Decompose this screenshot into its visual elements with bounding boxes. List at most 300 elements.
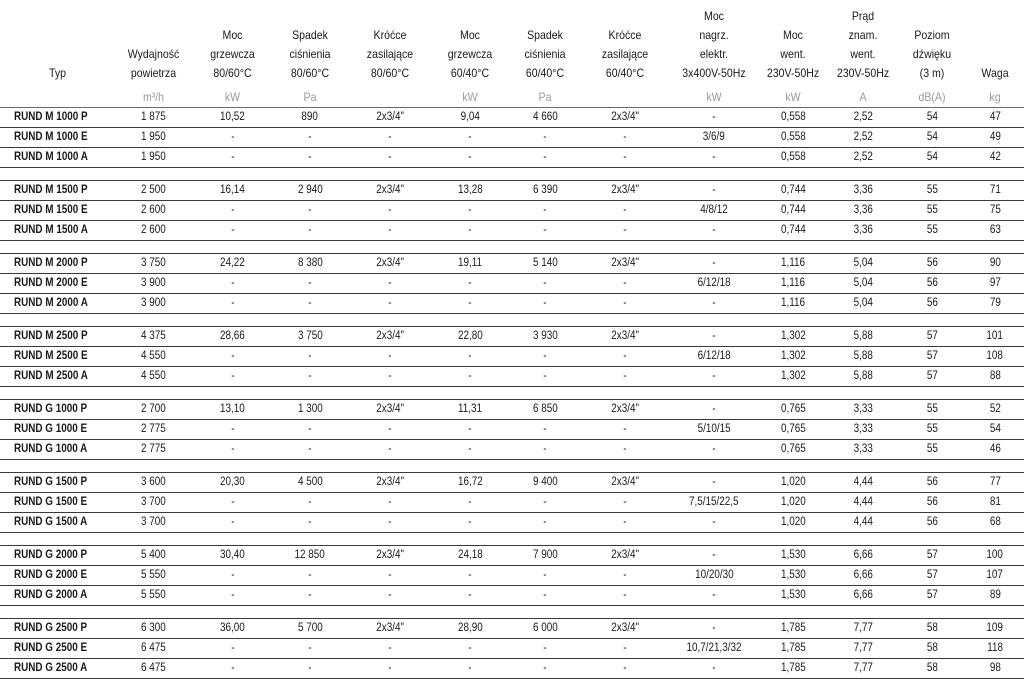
table-row [0, 274, 1024, 294]
cell-value: - [468, 350, 472, 362]
cell-typ [0, 148, 112, 168]
cell-moc-went [758, 128, 828, 148]
cell-value: - [230, 297, 235, 309]
cell-value: 54 [926, 111, 938, 123]
cell-wydajnosc [112, 181, 195, 201]
cell-value: 7,5/15/22,5 [689, 496, 739, 508]
cell-spadek-60-40 [510, 420, 580, 440]
cell-value: 0,765 [780, 423, 806, 435]
header-line: Prąd [851, 9, 875, 23]
cell-value: 6,66 [853, 569, 873, 581]
cell-moc-went [758, 639, 828, 659]
cell-value: - [308, 569, 312, 581]
cell-typ [0, 513, 112, 533]
cell-value: 2 775 [141, 443, 166, 455]
table-row [0, 221, 1024, 241]
cell-krocce-60-40 [580, 274, 670, 294]
cell-value: 5 550 [141, 569, 166, 581]
cell-value: - [623, 642, 627, 654]
cell-value: - [712, 476, 716, 488]
cell-value: 1,302 [780, 370, 806, 382]
cell-value: 6 300 [141, 622, 166, 634]
cell-value: RUND G 2000 A [13, 589, 88, 601]
cell-value: 11,31 [457, 403, 483, 415]
cell-krocce-80-60 [350, 367, 430, 387]
cell-value: - [543, 297, 547, 309]
cell-spadek-80-60 [270, 347, 350, 367]
cell-value: - [388, 297, 392, 309]
cell-value: - [308, 443, 312, 455]
cell-value: 56 [926, 277, 938, 289]
cell-value: RUND G 1500 A [13, 516, 88, 528]
cell-waga [966, 181, 1024, 201]
cell-value: 2 775 [141, 423, 166, 435]
cell-value: 68 [989, 516, 1001, 528]
cell-value: RUND M 1000 P [13, 111, 88, 123]
cell-spadek-80-60 [270, 586, 350, 606]
header-spadek-80-60 [275, 0, 345, 87]
cell-value: - [623, 662, 627, 674]
cell-value: - [468, 151, 472, 163]
header-prad [832, 0, 894, 87]
cell-value: 5 140 [532, 257, 558, 269]
cell-moc-nagrz [670, 274, 758, 294]
cell-waga [966, 274, 1024, 294]
cell-value: 13,28 [457, 184, 483, 196]
table-row [0, 659, 1024, 679]
cell-value: 1,785 [780, 622, 806, 634]
header-line: (3 m) [919, 66, 945, 80]
group-separator [0, 387, 1024, 400]
cell-value: - [388, 277, 392, 289]
cell-value: 16,14 [220, 184, 245, 196]
cell-value: - [468, 224, 472, 236]
cell-prad [828, 420, 898, 440]
table-row [0, 201, 1024, 221]
header-line: 80/60°C [213, 66, 252, 80]
header-line: Spadek [292, 28, 328, 42]
cell-typ [0, 639, 112, 659]
cell-moc-nagrz [670, 108, 758, 128]
cell-value: 2x3/4" [611, 622, 639, 634]
cell-value: 1,530 [780, 589, 806, 601]
cell-value: - [543, 496, 547, 508]
cell-krocce-60-40 [580, 201, 670, 221]
cell-wydajnosc [112, 274, 195, 294]
cell-wydajnosc [112, 347, 195, 367]
cell-waga [966, 493, 1024, 513]
cell-waga [966, 254, 1024, 274]
cell-wydajnosc [112, 619, 195, 639]
cell-value: RUND G 2500 E [13, 642, 88, 654]
cell-value: 12 850 [294, 549, 326, 561]
cell-prad [828, 274, 898, 294]
cell-value: 108 [986, 350, 1004, 362]
cell-spadek-80-60 [270, 327, 350, 347]
cell-typ [0, 327, 112, 347]
cell-moc-went [758, 513, 828, 533]
cell-value: - [543, 662, 547, 674]
cell-value: 2 600 [141, 224, 166, 236]
cell-moc-60-40 [430, 586, 510, 606]
cell-value: 3,36 [853, 204, 873, 216]
cell-prad [828, 586, 898, 606]
cell-spadek-80-60 [270, 128, 350, 148]
cell-spadek-80-60 [270, 659, 350, 679]
cell-value: 6,66 [853, 549, 873, 561]
cell-moc-80-60 [195, 347, 270, 367]
cell-value: 3 900 [141, 297, 166, 309]
cell-moc-60-40 [430, 473, 510, 493]
cell-typ [0, 586, 112, 606]
cell-moc-80-60 [195, 294, 270, 314]
cell-moc-nagrz [670, 148, 758, 168]
cell-value: 1,530 [780, 549, 806, 561]
cell-moc-60-40 [430, 566, 510, 586]
header-line: dźwięku [912, 47, 952, 61]
cell-spadek-60-40 [510, 473, 580, 493]
cell-krocce-80-60 [350, 294, 430, 314]
cell-moc-80-60 [195, 513, 270, 533]
cell-spadek-80-60 [270, 513, 350, 533]
unit-poziom: dB(A) [902, 87, 962, 108]
cell-krocce-60-40 [580, 294, 670, 314]
cell-value: 2x3/4" [376, 549, 404, 561]
cell-poziom [898, 566, 966, 586]
cell-value: 4 660 [532, 111, 558, 123]
table-row [0, 420, 1024, 440]
cell-value: - [712, 662, 716, 674]
header-line: Moc [222, 28, 243, 42]
cell-moc-went [758, 400, 828, 420]
cell-waga [966, 327, 1024, 347]
cell-value: RUND G 1000 E [13, 423, 88, 435]
cell-krocce-80-60 [350, 274, 430, 294]
cell-moc-80-60 [195, 566, 270, 586]
cell-moc-went [758, 367, 828, 387]
cell-typ [0, 254, 112, 274]
cell-value: RUND G 2000 P [13, 549, 88, 561]
header-line: grzewcza [210, 47, 255, 61]
cell-moc-60-40 [430, 148, 510, 168]
cell-moc-went [758, 493, 828, 513]
group-separator [0, 168, 1024, 181]
cell-krocce-80-60 [350, 566, 430, 586]
cell-krocce-60-40 [580, 546, 670, 566]
cell-value: RUND M 2500 E [13, 350, 88, 362]
cell-value: - [468, 496, 472, 508]
cell-value: 63 [989, 224, 1001, 236]
cell-value: - [623, 277, 627, 289]
separator-cell [0, 606, 1024, 619]
cell-waga [966, 108, 1024, 128]
cell-krocce-60-40 [580, 566, 670, 586]
cell-value: 3 600 [141, 476, 166, 488]
cell-value: 10/20/30 [694, 569, 734, 581]
header-line: zasilające [366, 47, 414, 61]
cell-krocce-60-40 [580, 254, 670, 274]
cell-typ [0, 566, 112, 586]
cell-krocce-80-60 [350, 639, 430, 659]
cell-moc-80-60 [195, 274, 270, 294]
cell-krocce-60-40 [580, 440, 670, 460]
cell-poziom [898, 440, 966, 460]
cell-value: - [712, 297, 716, 309]
cell-value: 55 [926, 443, 938, 455]
cell-moc-nagrz [670, 566, 758, 586]
cell-moc-nagrz [670, 513, 758, 533]
cell-value: - [308, 496, 312, 508]
header-line: 230V-50Hz [766, 66, 820, 80]
cell-value: - [308, 589, 312, 601]
cell-moc-went [758, 201, 828, 221]
cell-value: 57 [926, 589, 938, 601]
cell-krocce-60-40 [580, 400, 670, 420]
unit-moc-60-40: kW [435, 87, 505, 108]
cell-value: 1,020 [780, 476, 806, 488]
cell-poziom [898, 128, 966, 148]
cell-spadek-80-60 [270, 400, 350, 420]
cell-moc-80-60 [195, 639, 270, 659]
cell-poziom [898, 639, 966, 659]
cell-typ [0, 659, 112, 679]
cell-value: 101 [986, 330, 1004, 342]
cell-value: 9 400 [532, 476, 558, 488]
cell-moc-60-40 [430, 181, 510, 201]
cell-value: 4,44 [853, 476, 873, 488]
cell-spadek-60-40 [510, 493, 580, 513]
cell-poziom [898, 586, 966, 606]
cell-value: - [623, 443, 627, 455]
group-separator [0, 460, 1024, 473]
cell-spadek-80-60 [270, 294, 350, 314]
cell-krocce-80-60 [350, 254, 430, 274]
cell-value: 3,36 [853, 224, 873, 236]
cell-typ [0, 108, 112, 128]
cell-value: 28,66 [220, 330, 245, 342]
cell-krocce-60-40 [580, 367, 670, 387]
cell-value: 3 750 [141, 257, 166, 269]
cell-value: - [388, 589, 392, 601]
cell-value: - [712, 224, 716, 236]
header-line: 60/40°C [605, 66, 645, 80]
cell-moc-80-60 [195, 619, 270, 639]
cell-value: 56 [926, 516, 938, 528]
cell-prad [828, 473, 898, 493]
cell-spadek-80-60 [270, 254, 350, 274]
cell-waga [966, 128, 1024, 148]
cell-spadek-80-60 [270, 221, 350, 241]
table-row [0, 181, 1024, 201]
header-spadek-60-40 [514, 0, 576, 87]
header-line: 230V-50Hz [836, 66, 890, 80]
cell-value: 5 700 [297, 622, 323, 634]
cell-poziom [898, 367, 966, 387]
cell-value: - [623, 151, 627, 163]
cell-value: 0,558 [780, 111, 806, 123]
cell-value: - [712, 549, 716, 561]
cell-wydajnosc [112, 254, 195, 274]
cell-value: - [543, 642, 547, 654]
table-row [0, 294, 1024, 314]
cell-value: 5 550 [141, 589, 166, 601]
cell-spadek-80-60 [270, 566, 350, 586]
header-line: Króćce [373, 28, 407, 42]
cell-value: 5,88 [853, 350, 873, 362]
cell-spadek-80-60 [270, 420, 350, 440]
cell-moc-80-60 [195, 201, 270, 221]
cell-value: 81 [989, 496, 1001, 508]
cell-value: 1,116 [780, 277, 806, 289]
header-row [0, 0, 1024, 87]
cell-value: - [468, 131, 472, 143]
cell-moc-80-60 [195, 493, 270, 513]
cell-wydajnosc [112, 221, 195, 241]
cell-value: 5,88 [853, 370, 873, 382]
cell-wydajnosc [112, 639, 195, 659]
cell-value: 0,765 [780, 403, 806, 415]
header-line: Króćce [608, 28, 642, 42]
cell-wydajnosc [112, 493, 195, 513]
cell-moc-went [758, 221, 828, 241]
cell-value: - [388, 569, 392, 581]
cell-krocce-60-40 [580, 473, 670, 493]
cell-value: - [308, 350, 312, 362]
cell-value: - [308, 662, 312, 674]
cell-waga [966, 440, 1024, 460]
cell-moc-60-40 [430, 639, 510, 659]
cell-value: 0,558 [780, 151, 806, 163]
cell-prad [828, 440, 898, 460]
cell-moc-80-60 [195, 659, 270, 679]
cell-value: - [230, 642, 235, 654]
header-line: ciśnienia [524, 47, 566, 61]
cell-wydajnosc [112, 473, 195, 493]
cell-value: - [308, 151, 312, 163]
cell-value: - [623, 569, 627, 581]
cell-value: 8 380 [297, 257, 323, 269]
cell-value: 2x3/4" [611, 549, 639, 561]
unit-wydajnosc: m³/h [117, 87, 190, 108]
cell-value: - [623, 496, 627, 508]
cell-moc-went [758, 181, 828, 201]
header-krocce-80-60 [355, 0, 425, 87]
cell-prad [828, 493, 898, 513]
cell-value: 3,36 [853, 184, 873, 196]
cell-spadek-60-40 [510, 619, 580, 639]
cell-moc-80-60 [195, 546, 270, 566]
cell-spadek-60-40 [510, 566, 580, 586]
cell-prad [828, 108, 898, 128]
cell-value: 54 [926, 151, 938, 163]
cell-value: 24,22 [220, 257, 245, 269]
cell-value: 4 500 [297, 476, 323, 488]
cell-value: - [230, 224, 235, 236]
cell-wydajnosc [112, 420, 195, 440]
cell-value: - [543, 131, 547, 143]
cell-spadek-60-40 [510, 221, 580, 241]
cell-krocce-60-40 [580, 128, 670, 148]
cell-moc-60-40 [430, 108, 510, 128]
header-krocce-60-40 [585, 0, 664, 87]
cell-krocce-80-60 [350, 586, 430, 606]
cell-prad [828, 400, 898, 420]
cell-value: RUND G 1000 P [13, 403, 88, 415]
cell-value: - [468, 277, 472, 289]
cell-value: 4 550 [141, 350, 166, 362]
separator-cell [0, 460, 1024, 473]
cell-value: 1,302 [780, 330, 806, 342]
cell-moc-nagrz [670, 221, 758, 241]
cell-poziom [898, 400, 966, 420]
cell-value: 55 [926, 224, 938, 236]
cell-value: 2x3/4" [611, 111, 639, 123]
cell-value: 3 930 [532, 330, 558, 342]
cell-krocce-80-60 [350, 108, 430, 128]
cell-value: - [712, 403, 716, 415]
cell-value: 2 600 [141, 204, 166, 216]
cell-wydajnosc [112, 513, 195, 533]
cell-typ [0, 274, 112, 294]
cell-moc-60-40 [430, 347, 510, 367]
cell-value: 97 [989, 277, 1001, 289]
cell-spadek-80-60 [270, 639, 350, 659]
cell-value: - [623, 350, 627, 362]
cell-value: - [468, 297, 472, 309]
cell-prad [828, 181, 898, 201]
cell-value: 2x3/4" [611, 403, 639, 415]
cell-value: 10,52 [220, 111, 245, 123]
table-row [0, 513, 1024, 533]
cell-value: 2,52 [853, 111, 873, 123]
cell-value: 47 [989, 111, 1001, 123]
cell-value: - [543, 277, 547, 289]
cell-waga [966, 586, 1024, 606]
cell-krocce-80-60 [350, 546, 430, 566]
header-line: Wydajność [127, 47, 180, 61]
cell-value: - [543, 350, 547, 362]
unit-waga: kg [969, 87, 1020, 108]
cell-value: 56 [926, 476, 938, 488]
cell-value: 100 [986, 549, 1004, 561]
cell-moc-60-40 [430, 513, 510, 533]
cell-value: 57 [926, 569, 938, 581]
cell-poziom [898, 148, 966, 168]
cell-poziom [898, 619, 966, 639]
cell-moc-nagrz [670, 639, 758, 659]
cell-krocce-80-60 [350, 493, 430, 513]
cell-value: - [543, 370, 547, 382]
group-separator [0, 533, 1024, 546]
cell-moc-80-60 [195, 221, 270, 241]
table-row [0, 473, 1024, 493]
cell-value: - [468, 370, 472, 382]
cell-krocce-60-40 [580, 659, 670, 679]
cell-krocce-80-60 [350, 128, 430, 148]
cell-krocce-60-40 [580, 108, 670, 128]
cell-value: - [468, 642, 472, 654]
cell-value: 6/12/18 [697, 277, 731, 289]
cell-moc-80-60 [195, 473, 270, 493]
cell-krocce-80-60 [350, 440, 430, 460]
cell-krocce-80-60 [350, 400, 430, 420]
cell-waga [966, 513, 1024, 533]
cell-value: - [468, 589, 472, 601]
cell-value: 75 [989, 204, 1001, 216]
cell-spadek-80-60 [270, 148, 350, 168]
cell-typ [0, 128, 112, 148]
cell-value: RUND G 1500 P [13, 476, 88, 488]
